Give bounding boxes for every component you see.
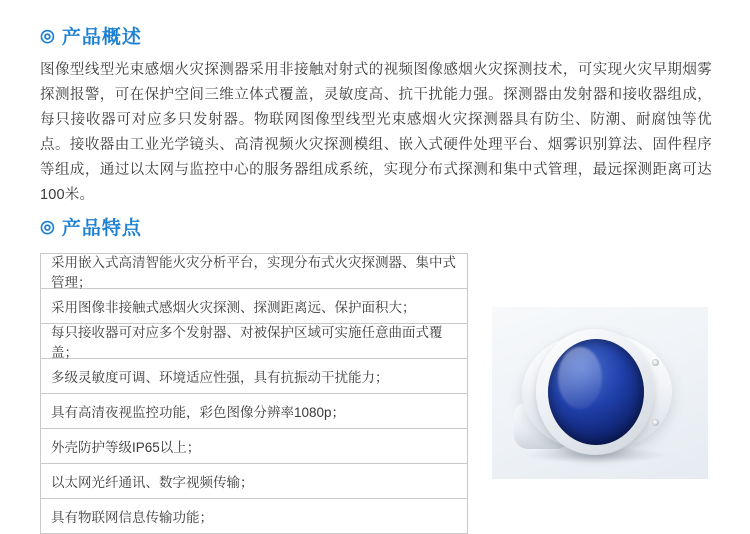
- table-row: 具有高清夜视监控功能，彩色图像分辨率1080p；: [41, 394, 467, 429]
- product-photo: [492, 307, 708, 479]
- circle-marker-icon: ◎: [40, 217, 56, 236]
- table-row: 多级灵敏度可调、环境适应性强，具有抗振动干扰能力；: [41, 359, 467, 394]
- table-row: 以太网光纤通讯、数字视频传输；: [41, 464, 467, 499]
- features-table: [40, 253, 468, 534]
- lens-highlight: [558, 347, 602, 409]
- table-row: 具有物联网信息传输功能；: [41, 499, 467, 534]
- overview-body-text: 图像型线型光束感烟火灾探测器采用非接触对射式的视频图像感烟火灾探测技术，可实现火灾早期烟雾探测报警，可在保护空间三维立体式覆盖，灵敏度高、抗干扰能力强。探测器由发射器和接收器组成，每只接收器可对应多只发射器。物联网图像型线型光束感烟火灾探测器具有防尘、防潮、耐腐蚀等优点。接收器由工业光学镜头、高清视频火灾探测模组、嵌入式硬件处理平台、烟雾识别算法、固件程序等组成，通过以太网与监控中心的服务器组成系统，实现分布式探测和集中式管理，最远探测距离可达100米。: [40, 62, 712, 203]
- features-section-heading: [40, 213, 142, 240]
- table-row: 采用图像非接触式感烟火灾探测、探测距离远、保护面积大；: [41, 289, 467, 324]
- table-row: 采用嵌入式高清智能火灾分析平台，实现分布式火灾探测器、集中式管理；: [41, 254, 467, 289]
- features-heading-label: 产品特点: [61, 218, 142, 239]
- overview-section-heading: [40, 22, 142, 49]
- screw-icon: [652, 359, 659, 366]
- table-row: 每只接收器可对应多个发射器、对被保护区域可实施任意曲面式覆盖；: [41, 324, 467, 359]
- circle-marker-icon: ◎: [40, 26, 56, 45]
- table-row: 外壳防护等级IP65以上；: [41, 429, 467, 464]
- screw-icon: [652, 419, 659, 426]
- overview-heading-label: 产品概述: [61, 27, 142, 48]
